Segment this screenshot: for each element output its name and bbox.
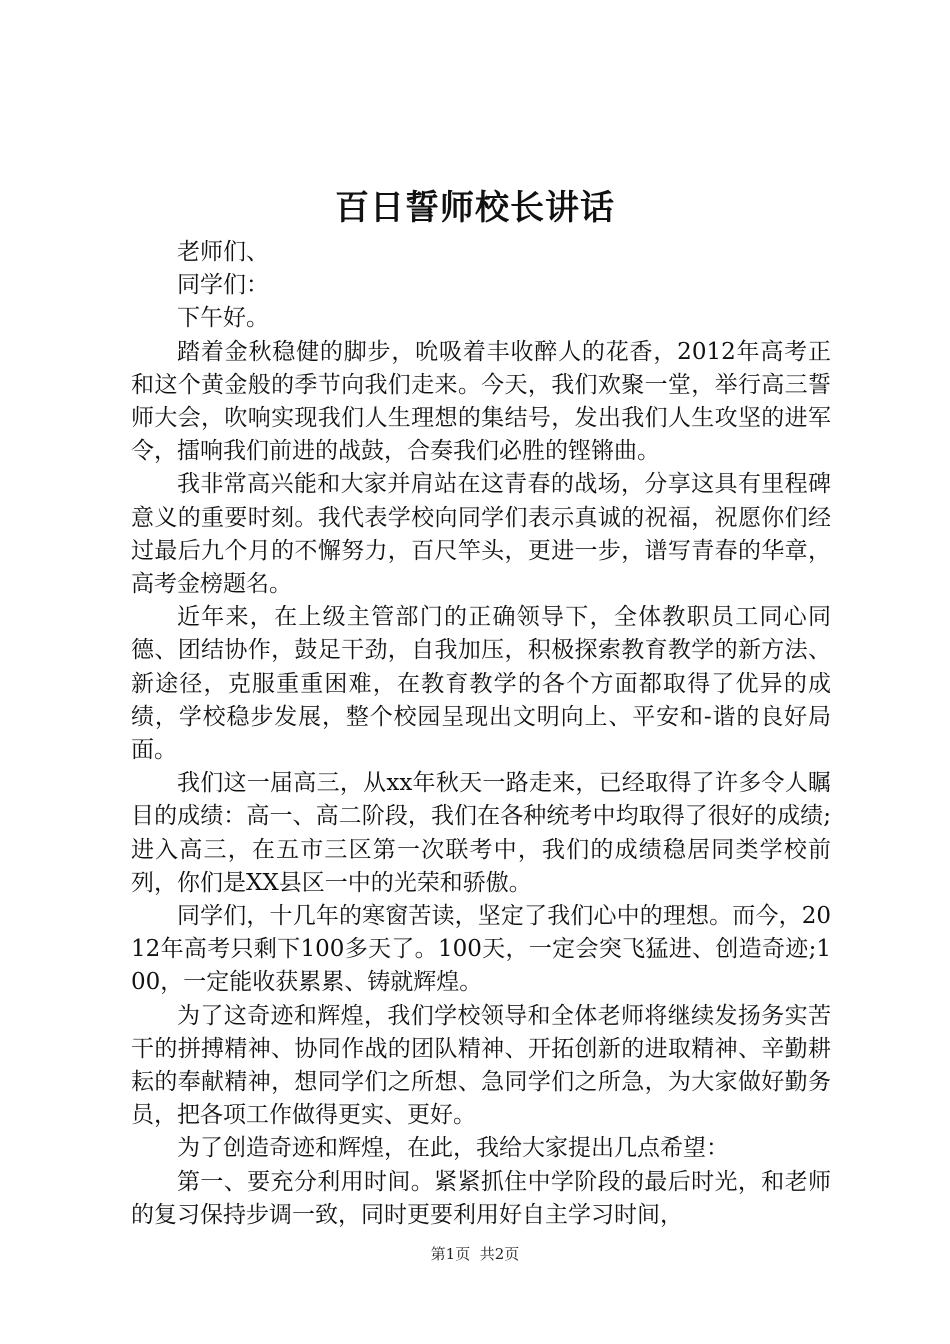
page-footer: [0, 1244, 950, 1264]
salutation-students: 同学们：: [177, 272, 269, 299]
document-title: 百日誓师校长讲话: [335, 188, 615, 228]
page-total: 共2页: [479, 1245, 520, 1263]
document-body: [131, 236, 831, 1232]
footer-separator: [470, 1245, 480, 1263]
paragraph: 我们这一届高三，从xx年秋天一路走来，已经取得了许多令人瞩目的成绩：高一、高二阶段，我们在各种统考中均取得了很好的成绩;进入高三，在五市三区第一次联考中，我们的成绩稳居同类学校前列，你们是XX县区一中的光荣和骄傲。: [131, 770, 831, 896]
paragraph: 我非常高兴能和大家并肩站在这青春的战场，分享这具有里程碑意义的重要时刻。我代表学校向同学们表示真诚的祝福，祝愿你们经过最后九个月的不懈努力，百尺竿头，更进一步，谱写青春的华章，高考金榜题名。: [131, 471, 831, 598]
paragraph: 为了这奇迹和辉煌，我们学校领导和全体老师将继续发扬务实苦干的拼搏精神、协同作战的团队精神、开拓创新的进取精神、辛勤耕耘的奉献精神，想同学们之所想、急同学们之所急，为大家做好勤务员，把各项工作做得更实、更好。: [131, 1002, 831, 1129]
paragraph: 同学们，十几年的寒窗苦读，坚定了我们心中的理想。而今，2012年高考只剩下100多天了。100天，一定会突飞猛进、创造奇迹;100，一定能收获累累、铸就辉煌。: [131, 903, 831, 996]
greeting: 下午好。: [177, 305, 269, 332]
page-number: 第1页: [430, 1245, 471, 1263]
paragraph: 踏着金秋稳健的脚步，吮吸着丰收醉人的花香，2012年高考正和这个黄金般的季节向我们走来。今天，我们欢聚一堂，举行高三誓师大会，吹响实现我们人生理想的集结号，发出我们人生攻坚的进军令，擂响我们前进的战鼓，合奏我们必胜的铿锵曲。: [131, 338, 831, 465]
paragraph: 为了创造奇迹和辉煌，在此，我给大家提出几点希望：: [177, 1135, 729, 1162]
paragraph: 第一、要充分利用时间。紧紧抓住中学阶段的最后时光，和老师的复习保持步调一致，同时更要利用好自主学习时间，: [131, 1168, 831, 1228]
salutation-teachers: 老师们、: [177, 239, 269, 265]
paragraph: 近年来，在上级主管部门的正确领导下，全体教职员工同心同德、团结协作，鼓足干劲，自我加压，积极探索教育教学的新方法、新途径，克服重重困难，在教育教学的各个方面都取得了优异的成绩，学校稳步发展，整个校园呈现出文明向上、平安和-谐的良好局面。: [131, 604, 831, 764]
